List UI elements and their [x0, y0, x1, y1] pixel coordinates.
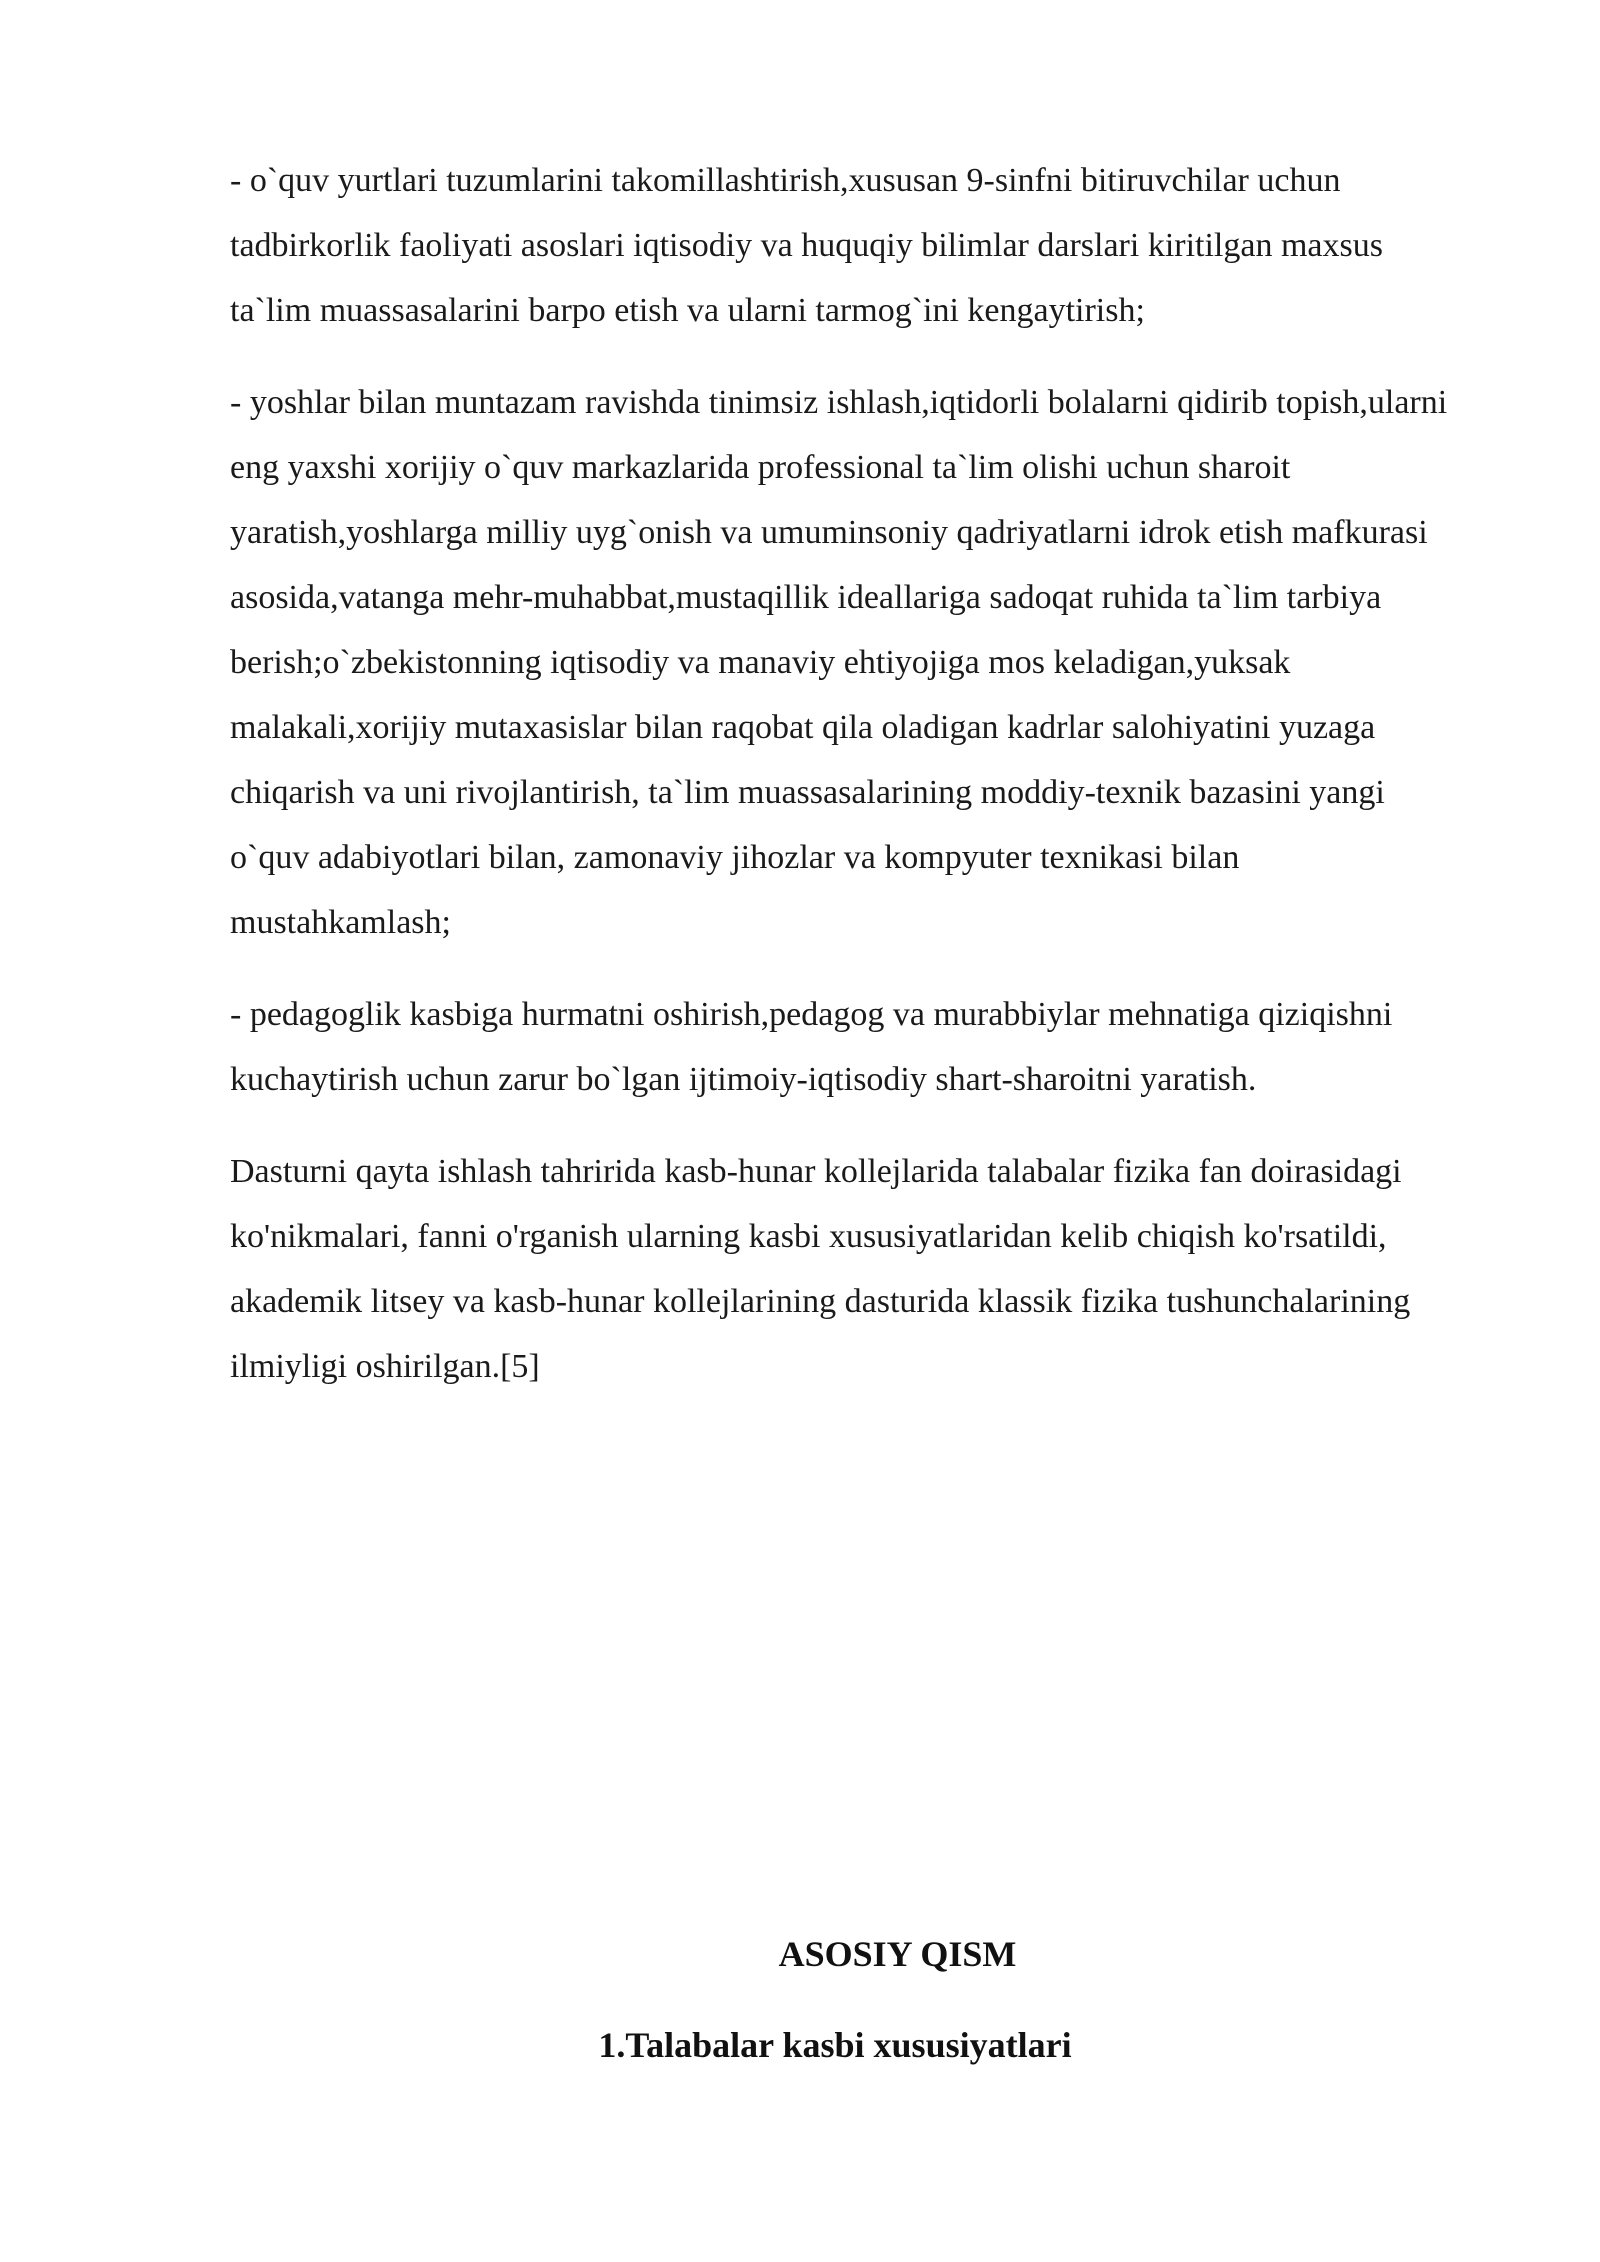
section-heading: ASOSIY QISM: [778, 1934, 1017, 1974]
paragraph-1: - o`quv yurtlari tuzumlarini takomillashtirish,xususan 9-sinfni bitiruvchilar uchun tadbirkorlik faoliyati asoslari iqtisodiy va huquqiy bilimlar darslari kiritilgan maxsus ta`lim muassasalarini barpo etish va ularni tarmog`ini kengaytirish;: [230, 162, 1383, 329]
body-text: [230, 148, 1460, 1426]
paragraph-4: Dasturni qayta ishlash tahririda kasb-hunar kollejlarida talabalar fizika fan doirasidagi ko'nikmalari, fanni o'rganish ularning kasbi xususiyatlaridan kelib chiqish ko'rsatildi, akademik litsey va kasb-hunar kollejlarining dasturida klassik fizika tushunchalarining ilmiyligi oshirilgan.[5]: [230, 1153, 1411, 1385]
paragraph-3: - pedagoglik kasbiga hurmatni oshirish,pedagog va murabbiylar mehnatiga qiziqishni kuchaytirish uchun zarur bo`lgan ijtimoiy-iqtisodiy shart-sharoitni yaratish.: [230, 996, 1393, 1098]
subsection-heading: 1.Talabalar kasbi xususiyatlari: [598, 2025, 1072, 2065]
paragraph-2: - yoshlar bilan muntazam ravishda tinimsiz ishlash,iqtidorli bolalarni qidirib topish,ularni eng yaxshi xorijiy o`quv markazlarida professional ta`lim olishi uchun sharoit yaratish,yoshlarga milliy uyg`onish va umuminsoniy qadriyatlarni idrok etish mafkurasi asosida,vatanga mehr-muhabbat,mustaqillik ideallariga sadoqat ruhida ta`lim tarbiya berish;o`zbekistonning iqtisodiy va manaviy ehtiyojiga mos keladigan,yuksak malakali,xorijiy mutaxasislar bilan raqobat qila oladigan kadrlar salohiyatini yuzaga chiqarish va uni rivojlantirish, ta`lim muassasalarining moddiy-texnik bazasini yangi o`quv adabiyotlari bilan, zamonaviy jihozlar va kompyuter texnikasi bilan mustahkamlash;: [230, 384, 1448, 941]
